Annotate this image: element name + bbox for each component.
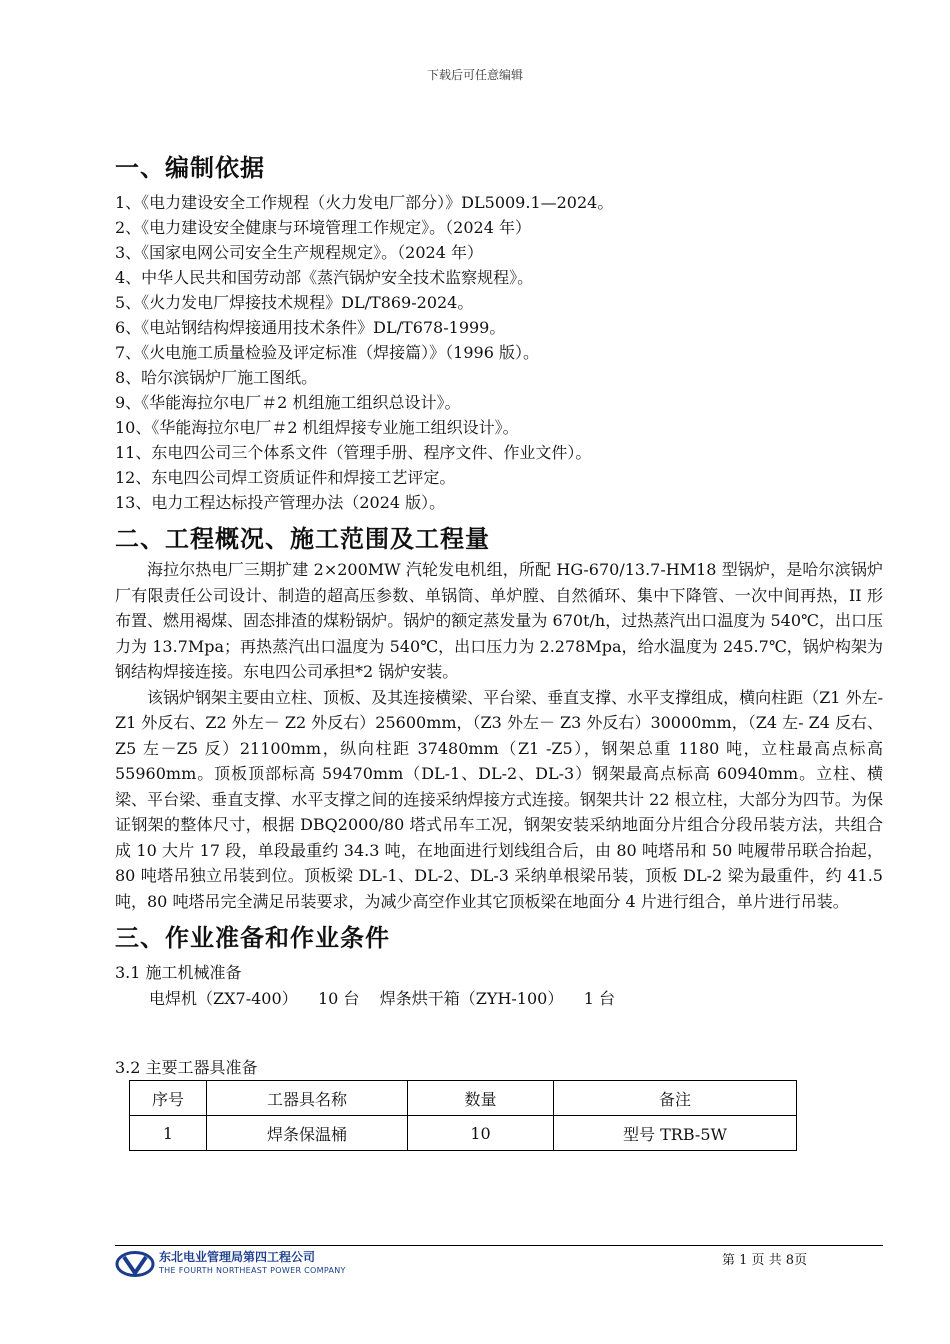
company-logo-icon xyxy=(115,1251,155,1277)
tools-table xyxy=(129,1080,797,1151)
section3-title: 三、作业准备和作业条件 xyxy=(115,924,390,952)
page-header: 下载后可任意编辑 xyxy=(426,68,523,82)
overview-paragraph-2: 该锅炉钢架主要由立柱、顶板、及其连接横梁、平台梁、垂直支撑、水平支撑组成，横向柱距（Z1 外左-Z1 外反右、Z2 外左－ Z2 外反右）25600mm，（Z3 外左－ Z3 外反右）30000mm，（Z4 左- Z4 反右、Z5 左－Z5 反）21100mm，纵向柱距 37480mm（Z1 -Z5），钢架总重 1180 吨，立柱最高点标高 55960mm。顶板顶部标高 59470mm（DL-1、DL-2、DL-3）钢架最高点标高 60940mm。立柱、横梁、平台梁、垂直支撑、水平支撑之间的连接采纳焊接方式连接。钢架共计 22 根立柱，大部分为四节。为保证钢架的整体尺寸，根据 DBQ2000/80 塔式吊车工况，钢架安装采纳地面分片组合分段吊装方法，共组合成 10 大片 17 段，单段最重约 34.3 吨，在地面进行划线组合后，由 80 吨塔吊和 50 吨履带吊联合抬起，80 吨塔吊独立吊装到位。顶板梁 DL-1、DL-2、DL-3 采纳单根梁吊装，顶板 DL-2 梁为最重件，约 41.5 吨，80 吨塔吊完全满足吊装要求，为减少高空作业其它顶板梁在地面分 4 片进行组合，单片进行吊装。 xyxy=(115,687,883,911)
table-cell: 10 xyxy=(408,1116,554,1151)
reference-list xyxy=(115,190,883,515)
list-item: 1、《电力建设安全工作规程（火力发电厂部分）》DL5009.1—2024。 xyxy=(115,193,614,212)
document-body xyxy=(115,150,883,1151)
table-cell: 焊条保温桶 xyxy=(207,1116,408,1151)
list-item: 10、《华能海拉尔电厂＃2 机组焊接专业施工组织设计》。 xyxy=(115,418,519,437)
footer-divider xyxy=(115,1245,883,1246)
equipment-line: 电焊机（ZX7-400） 10 台 焊条烘干箱（ZYH-100） 1 台 xyxy=(149,989,615,1008)
list-item: 13、电力工程达标投产管理办法（2024 版）。 xyxy=(115,493,446,512)
table-header-cell: 数量 xyxy=(408,1081,554,1116)
list-item: 11、东电四公司三个体系文件（管理手册、程序文件、作业文件）。 xyxy=(115,443,592,462)
section1-title: 一、编制依据 xyxy=(115,154,265,182)
list-item: 2、《电力建设安全健康与环境管理工作规定》。（2024 年） xyxy=(115,218,531,237)
company-name-en: THE FOURTH NORTHEAST POWER COMPANY xyxy=(159,1266,346,1275)
list-item: 3、《国家电网公司安全生产规程规定》。（2024 年） xyxy=(115,243,483,262)
table-header-cell: 备注 xyxy=(554,1081,797,1116)
company-name-cn: 东北电业管理局第四工程公司 xyxy=(159,1250,316,1264)
page-number: 第 1 页 共 8页 xyxy=(722,1253,808,1268)
table-cell: 型号 TRB-5W xyxy=(554,1116,797,1151)
list-item: 6、《电站钢结构焊接通用技术条件》DL/T678-1999。 xyxy=(115,318,506,337)
overview-paragraph-1: 海拉尔热电厂三期扩建 2×200MW 汽轮发电机组，所配 HG-670/13.7-HM18 型锅炉，是哈尔滨锅炉厂有限责任公司设计、制造的超高压参数、单锅筒、单炉膛、自然循环、集中下降管、一次中间再热，II 形布置、燃用褐煤、固态排渣的煤粉锅炉。锅炉的额定蒸发量为 670t/h，过热蒸汽出口温度为 540℃，出口压力为 13.7Mpa；再热蒸汽出口温度为 540℃，出口压力为 2.278Mpa，给水温度为 245.7℃，锅炉构架为钢结构焊接连接。东电四公司承担*2 锅炉安装。 xyxy=(115,560,883,681)
list-item: 7、《火电施工质量检验及评定标准（焊接篇）》（1996 版）。 xyxy=(115,343,539,362)
list-item: 5、《火力发电厂焊接技术规程》DL/T869-2024。 xyxy=(115,293,474,312)
list-item: 9、《华能海拉尔电厂＃2 机组施工组织总设计》。 xyxy=(115,393,461,412)
table-cell: 1 xyxy=(130,1116,207,1151)
subsection-tools: 3.2 主要工器具准备 xyxy=(115,1058,258,1077)
section2-title: 二、工程概况、施工范围及工程量 xyxy=(115,525,490,553)
list-item: 4、中华人民共和国劳动部《蒸汽锅炉安全技术监察规程》。 xyxy=(115,268,534,287)
table-header-cell: 序号 xyxy=(130,1081,207,1116)
table-header-row xyxy=(130,1081,797,1116)
subsection-machinery: 3.1 施工机械准备 xyxy=(115,963,242,982)
table-row xyxy=(130,1116,797,1151)
list-item: 8、哈尔滨锅炉厂施工图纸。 xyxy=(115,368,318,387)
list-item: 12、东电四公司焊工资质证件和焊接工艺评定。 xyxy=(115,468,456,487)
table-header-cell: 工器具名称 xyxy=(207,1081,408,1116)
company-name xyxy=(159,1250,346,1276)
